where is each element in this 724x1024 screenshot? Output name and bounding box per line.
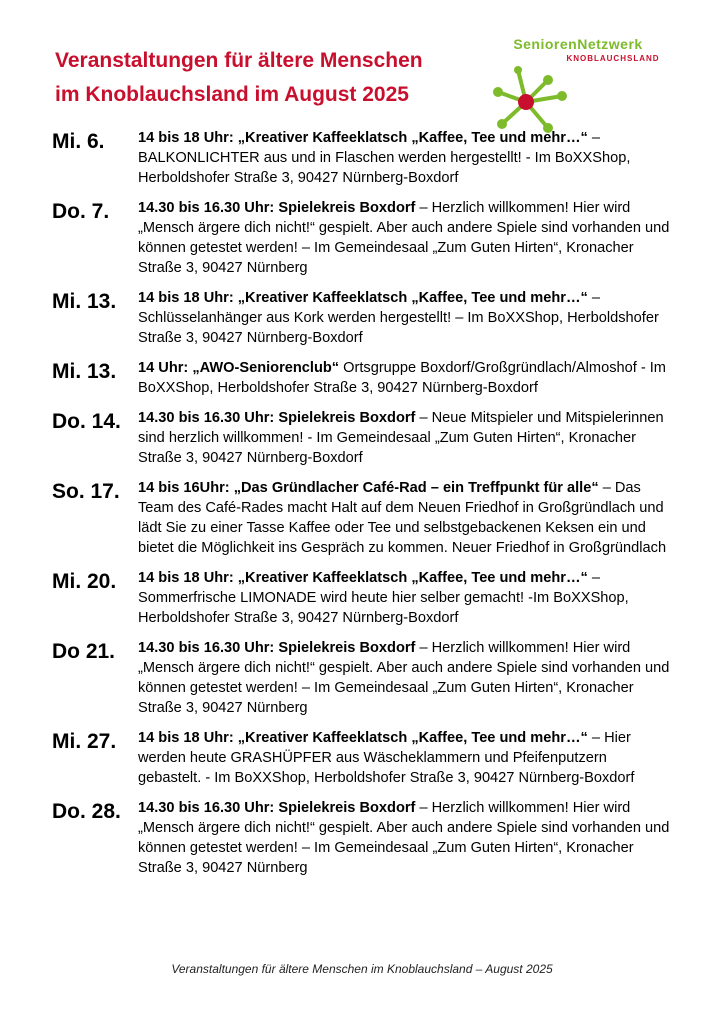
page-footer: Veranstaltungen für ältere Menschen im Knoblauchsland – August 2025 [171, 962, 553, 976]
event-details: – BALKONLICHTER aus und in Flaschen werden hergestellt! - Im BoXXShop, Herboldshofer Straße 3, 90427 Nürnberg-Boxdorf [138, 130, 631, 186]
event-description [138, 728, 672, 788]
event-description [138, 478, 672, 558]
event-details: – Neue Mitspieler und Mitspielerinnen sind herzlich willkommen! - Im Gemeindesaal „Zum Guten Hirten“, Kronacher Straße 3, 90427 Nürnberg-Boxdorf [138, 410, 664, 466]
page-title [55, 44, 475, 112]
title-line-2: im Knoblauchsland im August 2025 [55, 83, 409, 106]
event-details: – Das Team des Café-Rades macht Halt auf dem Neuen Friedhof in Großgründlach und lädt Sie zu einer Tasse Kaffee oder Tee und selbstgebackenen Keksen ein und bietet die Möglichkeit ins Gespräch zu kommen. Neuer Friedhof in Großgründlach [138, 480, 667, 556]
event-description [138, 358, 672, 398]
event-item [52, 478, 672, 558]
event-description [138, 568, 672, 628]
event-date: Do. 7. [52, 200, 110, 223]
event-date: Do 21. [52, 640, 116, 663]
event-details: – Hier werden heute GRASHÜPFER aus Wäscheklammern und Pfeifenputzern gebastelt. - Im BoXXShop, Herboldshofer Straße 3, 90427 Nürnberg-Boxdorf [138, 730, 635, 786]
event-item [52, 798, 672, 878]
logo-subtitle: KNOBLAUCHSLAND [566, 54, 660, 63]
event-title: 14.30 bis 16.30 Uhr: Spielekreis Boxdorf [138, 410, 416, 426]
event-list [52, 128, 672, 888]
event-date: Mi. 13. [52, 290, 117, 313]
event-item [52, 198, 672, 278]
event-date: Do. 28. [52, 800, 121, 823]
event-description [138, 408, 672, 468]
event-title: 14.30 bis 16.30 Uhr: Spielekreis Boxdorf [138, 800, 416, 816]
logo-name: SeniorenNetzwerk [513, 36, 643, 52]
event-item [52, 288, 672, 348]
event-details: – Herzlich willkommen! Hier wird „Mensch ärgere dich nicht!“ gespielt. Aber auch andere Spiele sind vorhanden und können getestet werden! – Im Gemeindesaal „Zum Guten Hirten“, Kronacher Straße 3, 90427 Nürnberg [138, 800, 670, 876]
event-details: – Herzlich willkommen! Hier wird „Mensch ärgere dich nicht!“ gespielt. Aber auch andere Spiele sind vorhanden und können getestet werden! – Im Gemeindesaal „Zum Guten Hirten“, Kronacher Straße 3, 90427 Nürnberg [138, 200, 670, 276]
event-details: – Herzlich willkommen! Hier wird „Mensch ärgere dich nicht!“ gespielt. Aber auch andere Spiele sind vorhanden und können getestet werden! – Im Gemeindesaal „Zum Guten Hirten“, Kronacher Straße 3, 90427 Nürnberg [138, 640, 670, 716]
event-item [52, 128, 672, 188]
event-description [138, 638, 672, 718]
event-title: 14 bis 18 Uhr: „Kreativer Kaffeeklatsch „Kaffee, Tee und mehr…“ [138, 570, 588, 586]
event-date: Do. 14. [52, 410, 121, 433]
event-item [52, 568, 672, 628]
event-details: – Sommerfrische LIMONADE wird heute hier selber gemacht! -Im BoXXShop, Herboldshofer Straße 3, 90427 Nürnberg-Boxdorf [138, 570, 629, 626]
event-date: So. 17. [52, 480, 120, 503]
event-item [52, 728, 672, 788]
event-title: 14 Uhr: „AWO-Seniorenclub“ [138, 360, 340, 376]
event-date: Mi. 27. [52, 730, 117, 753]
event-description [138, 798, 672, 878]
event-title: 14 bis 18 Uhr: „Kreativer Kaffeeklatsch „Kaffee, Tee und mehr…“ [138, 730, 588, 746]
title-line-1: Veranstaltungen für ältere Menschen [55, 49, 423, 72]
seniorennetzwerk-logo [478, 28, 678, 138]
event-title: 14.30 bis 16.30 Uhr: Spielekreis Boxdorf [138, 200, 416, 216]
event-description [138, 128, 672, 188]
network-dots-icon [478, 58, 678, 138]
event-title: 14 bis 18 Uhr: „Kreativer Kaffeeklatsch „Kaffee, Tee und mehr…“ [138, 290, 588, 306]
event-details: – Schlüsselanhänger aus Kork werden hergestellt! – Im BoXXShop, Herboldshofer Straße 3, 90427 Nürnberg-Boxdorf [138, 290, 659, 346]
event-date: Mi. 13. [52, 360, 117, 383]
event-item [52, 408, 672, 468]
event-item [52, 638, 672, 718]
event-date: Mi. 20. [52, 570, 117, 593]
event-title: 14 bis 18 Uhr: „Kreativer Kaffeeklatsch „Kaffee, Tee und mehr…“ [138, 130, 588, 146]
event-description [138, 288, 672, 348]
event-title: 14 bis 16Uhr: „Das Gründlacher Café-Rad – ein Treffpunkt für alle“ [138, 480, 599, 496]
event-item [52, 358, 672, 398]
event-details: Ortsgruppe Boxdorf/Großgründlach/Almoshof - Im BoXXShop, Herboldshofer Straße 3, 90427 Nürnberg-Boxdorf [138, 360, 666, 396]
event-date: Mi. 6. [52, 130, 105, 153]
event-description [138, 198, 672, 278]
event-title: 14.30 bis 16.30 Uhr: Spielekreis Boxdorf [138, 640, 416, 656]
